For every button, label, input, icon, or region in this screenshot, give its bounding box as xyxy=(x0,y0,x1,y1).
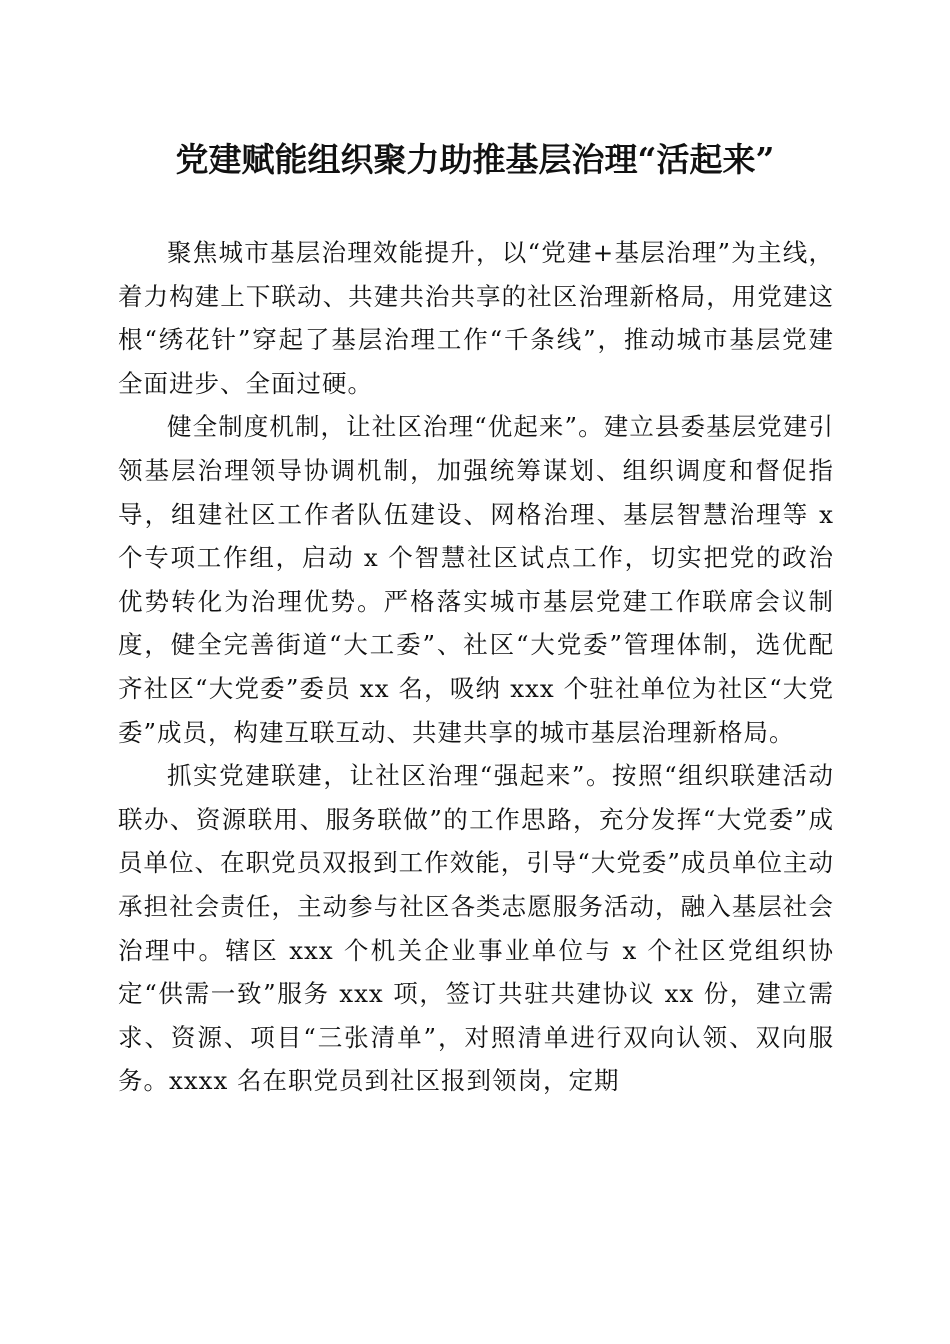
paragraph-institutions: 健全制度机制，让社区治理“优起来”。建立县委基层党建引领基层治理领导协调机制，加强统筹谋划、组织调度和督促指导，组建社区工作者队伍建设、网格治理、基层智慧治理等 x 个专项工作组，启动 x 个智慧社区试点工作，切实把党的政治优势转化为治理优势。严格落实城市基层党建工作联席会议制度，健全完善街道“大工委”、社区“大党委”管理体制，选优配齐社区“大党委”委员 xx 名，吸纳 xxx 个驻社单位为社区“大党委”成员，构建互联互动、共建共享的城市基层治理新格局。 xyxy=(118,412,834,747)
paragraph-intro: 聚焦城市基层治理效能提升，以“党建+基层治理”为主线，着力构建上下联动、共建共治共享的社区治理新格局，用党建这根“绣花针”穿起了基层治理工作“千条线”，推动城市基层党建全面进步、全面过硬。 xyxy=(118,238,834,398)
paragraph-party-building: 抓实党建联建，让社区治理“强起来”。按照“组织联建活动联办、资源联用、服务联做”的工作思路，充分发挥“大党委”成员单位、在职党员双报到工作效能，引导“大党委”成员单位主动承担社会责任，主动参与社区各类志愿服务活动，融入基层社会治理中。辖区 xxx 个机关企业事业单位与 x 个社区党组织协定“供需一致”服务 xxx 项，签订共驻共建协议 xx 份，建立需求、资源、项目“三张清单”，对照清单进行双向认领、双向服务。xxxx 名在职党员到社区报到领岗，定期 xyxy=(118,761,834,1096)
document-title: 党建赋能组织聚力助推基层治理“活起来” xyxy=(175,140,775,179)
document-body xyxy=(118,231,834,1103)
